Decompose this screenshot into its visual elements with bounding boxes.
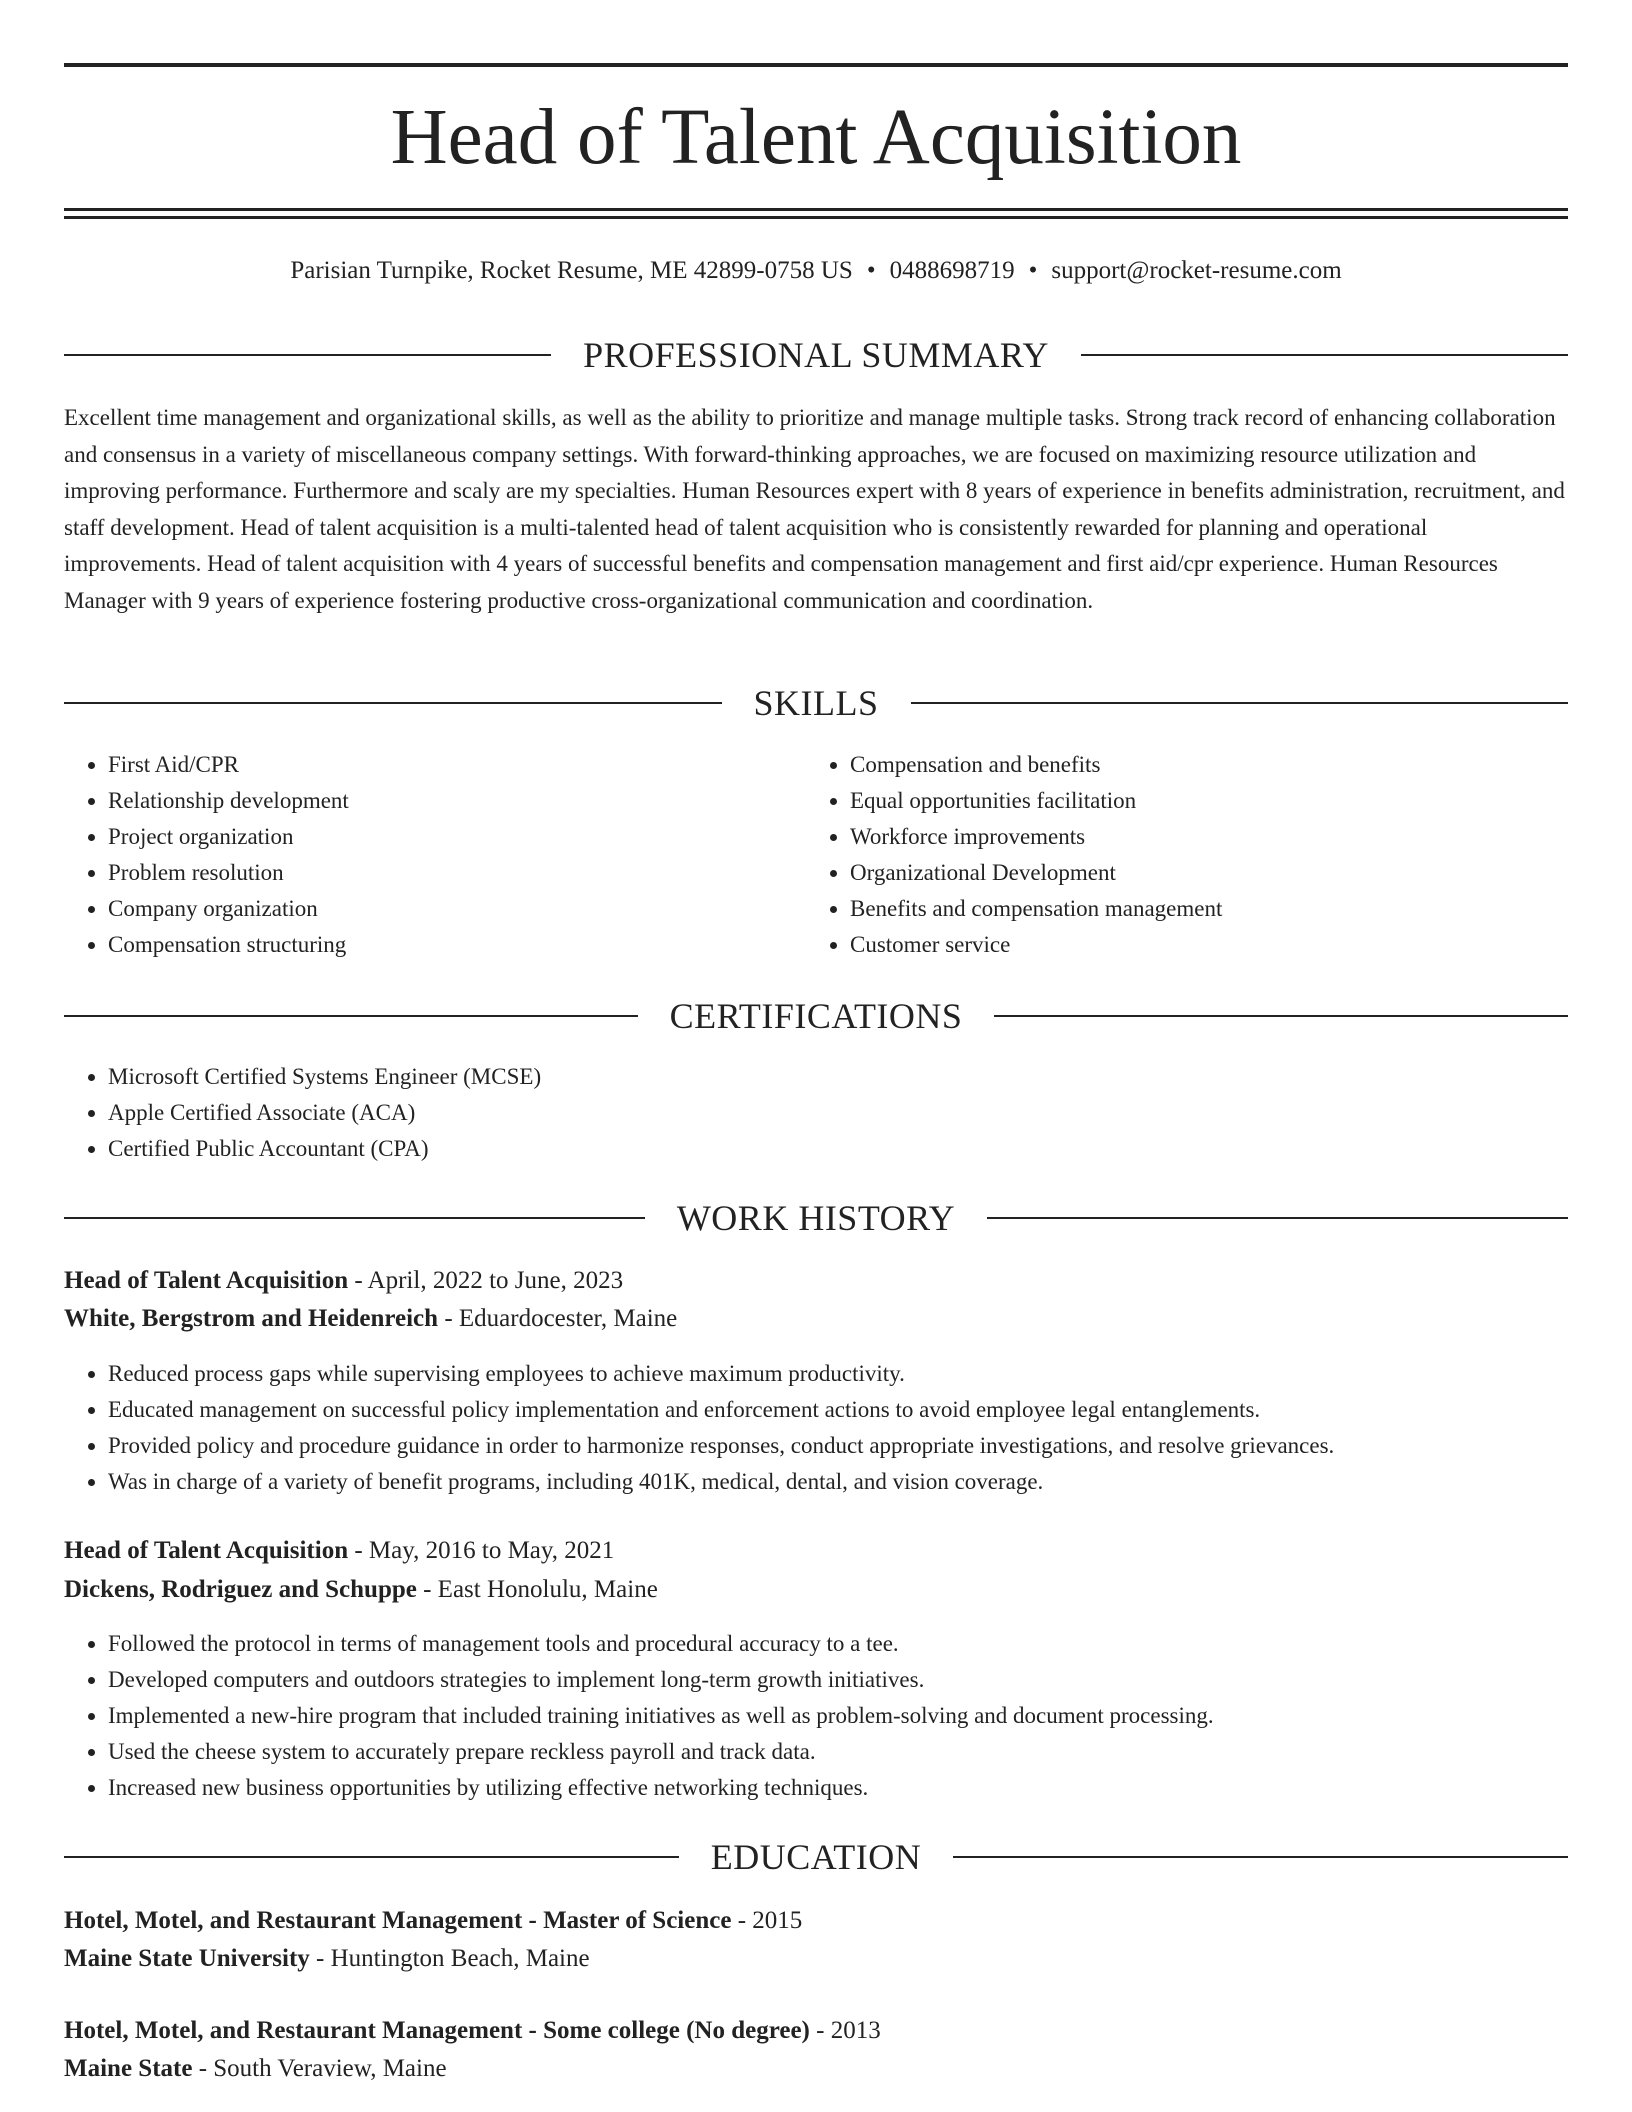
section-rule — [1081, 354, 1568, 356]
job-dates: - May, 2016 to May, 2021 — [348, 1537, 615, 1564]
job-company: Dickens, Rodriguez and Schuppe — [64, 1576, 417, 1603]
education-school-line — [64, 2050, 1568, 2088]
title-rule-upper — [64, 208, 1568, 211]
job-location: - Eduardocester, Maine — [438, 1305, 678, 1332]
section-title-work-history: WORK HISTORY — [676, 1198, 956, 1238]
section-rule — [953, 1856, 1568, 1858]
job-bullet: • Implemented a new-hire program that included training initiatives as well as problem-solving and document processing. — [108, 1698, 1568, 1734]
job-bullet: • Followed the protocol in terms of management tools and procedural accuracy to a tee. — [108, 1626, 1568, 1662]
skills-list-right — [806, 747, 1590, 963]
education-degree-line — [64, 2012, 1568, 2050]
skill-item: • Relationship development — [108, 783, 808, 819]
skill-item: • Compensation structuring — [108, 927, 808, 963]
section-rule — [64, 354, 551, 356]
education-year: - 2013 — [809, 2017, 881, 2044]
education-degree-line — [64, 1902, 1568, 1940]
skill-item: • Benefits and compensation management — [850, 891, 1590, 927]
job-bullet: • Educated management on successful policy implementation and enforcement actions to avoid employee legal entanglements. — [108, 1392, 1568, 1428]
education-school: Maine State University — [64, 1945, 310, 1972]
job-role: Head of Talent Acquisition — [64, 1267, 349, 1294]
education-degree: Hotel, Motel, and Restaurant Management - Master of Science — [64, 1907, 732, 1934]
section-header-summary — [64, 333, 1568, 377]
job-bullet: • Provided policy and procedure guidance in order to harmonize responses, conduct appropriate investigations, and resolve grievances. — [108, 1428, 1568, 1464]
contact-email: support@rocket-resume.com — [1051, 257, 1342, 284]
job-dates: - April, 2022 to June, 2023 — [348, 1267, 624, 1294]
section-header-work-history — [64, 1196, 1568, 1240]
contact-line — [64, 254, 1568, 288]
skill-item: • Problem resolution — [108, 855, 808, 891]
job-company: White, Bergstrom and Heidenreich — [64, 1305, 439, 1332]
section-rule — [64, 1015, 638, 1017]
education-school: Maine State — [64, 2055, 193, 2082]
section-rule — [64, 1217, 645, 1219]
skill-item: • Project organization — [108, 819, 808, 855]
contact-phone: 0488698719 — [889, 257, 1015, 284]
section-title-education: EDUCATION — [710, 1837, 922, 1877]
skills-list-left — [64, 747, 808, 963]
section-rule — [911, 702, 1569, 704]
contact-address: Parisian Turnpike, Rocket Resume, ME 42899-0758 US — [290, 257, 853, 284]
skill-item: • Customer service — [850, 927, 1590, 963]
section-title-certifications: CERTIFICATIONS — [669, 996, 963, 1036]
contact-separator: • — [1028, 257, 1038, 284]
job-location: - East Honolulu, Maine — [416, 1576, 658, 1603]
job-bullets — [64, 1626, 1568, 1806]
job-bullet: • Developed computers and outdoors strategies to implement long-term growth initiatives. — [108, 1662, 1568, 1698]
summary-paragraph: Excellent time management and organizational skills, as well as the ability to prioritize and manage multiple tasks. Strong track record of enhancing collaboration and consensus in a variety of miscellaneous company settings. With forward-thinking approaches, we are focused on maximizing resource utilization and improving performance. Furthermore and scaly are my specialties. Human Resources expert with 8 years of experience in benefits administration, recruitment, and staff development. Head of talent acquisition is a multi-talented head of talent acquisition who is consistently rewarded for planning and operational improvements. Head of talent acquisition with 4 years of successful benefits and compensation management and first aid/cpr experience. Human Resources Manager with 9 years of experience fostering productive cross-organizational communication and coordination. — [64, 405, 1565, 613]
section-rule — [987, 1217, 1568, 1219]
skill-item: • Workforce improvements — [850, 819, 1590, 855]
section-rule — [64, 1856, 679, 1858]
skill-item: • First Aid/CPR — [108, 747, 808, 783]
education-location: - Huntington Beach, Maine — [309, 1945, 590, 1972]
certification-item: • Microsoft Certified Systems Engineer (MCSE) — [108, 1059, 1568, 1095]
section-title-skills: SKILLS — [753, 683, 879, 723]
skill-item: • Company organization — [108, 891, 808, 927]
section-header-skills — [64, 681, 1568, 725]
education-location: - South Veraview, Maine — [192, 2055, 447, 2082]
certification-item: • Certified Public Accountant (CPA) — [108, 1131, 1568, 1167]
section-header-certifications — [64, 994, 1568, 1038]
job-bullet: • Reduced process gaps while supervising employees to achieve maximum productivity. — [108, 1356, 1568, 1392]
job-title-line — [64, 1532, 1568, 1570]
job-bullets — [64, 1356, 1568, 1500]
education-school-line — [64, 1940, 1568, 1978]
job-company-line — [64, 1300, 1568, 1338]
job-title-line — [64, 1262, 1568, 1300]
job-company-line — [64, 1571, 1568, 1609]
certification-item: • Apple Certified Associate (ACA) — [108, 1095, 1568, 1131]
skill-item: • Compensation and benefits — [850, 747, 1590, 783]
education-year: - 2015 — [731, 1907, 803, 1934]
skill-item: • Equal opportunities facilitation — [850, 783, 1590, 819]
contact-separator: • — [866, 257, 876, 284]
job-bullet: • Was in charge of a variety of benefit programs, including 401K, medical, dental, and vision coverage. — [108, 1464, 1568, 1500]
education-degree: Hotel, Motel, and Restaurant Management - Some college (No degree) — [64, 2017, 810, 2044]
certifications-list — [64, 1059, 1568, 1167]
section-rule — [64, 702, 722, 704]
section-rule — [994, 1015, 1568, 1017]
top-rule — [64, 63, 1568, 67]
skill-item: • Organizational Development — [850, 855, 1590, 891]
title-rule-lower — [64, 216, 1568, 219]
section-header-education — [64, 1835, 1568, 1879]
resume-title: Head of Talent Acquisition — [390, 94, 1242, 181]
section-title-summary: PROFESSIONAL SUMMARY — [583, 335, 1049, 375]
job-role: Head of Talent Acquisition — [64, 1537, 349, 1564]
job-bullet: • Increased new business opportunities by utilizing effective networking techniques. — [108, 1770, 1568, 1806]
job-bullet: • Used the cheese system to accurately prepare reckless payroll and track data. — [108, 1734, 1568, 1770]
